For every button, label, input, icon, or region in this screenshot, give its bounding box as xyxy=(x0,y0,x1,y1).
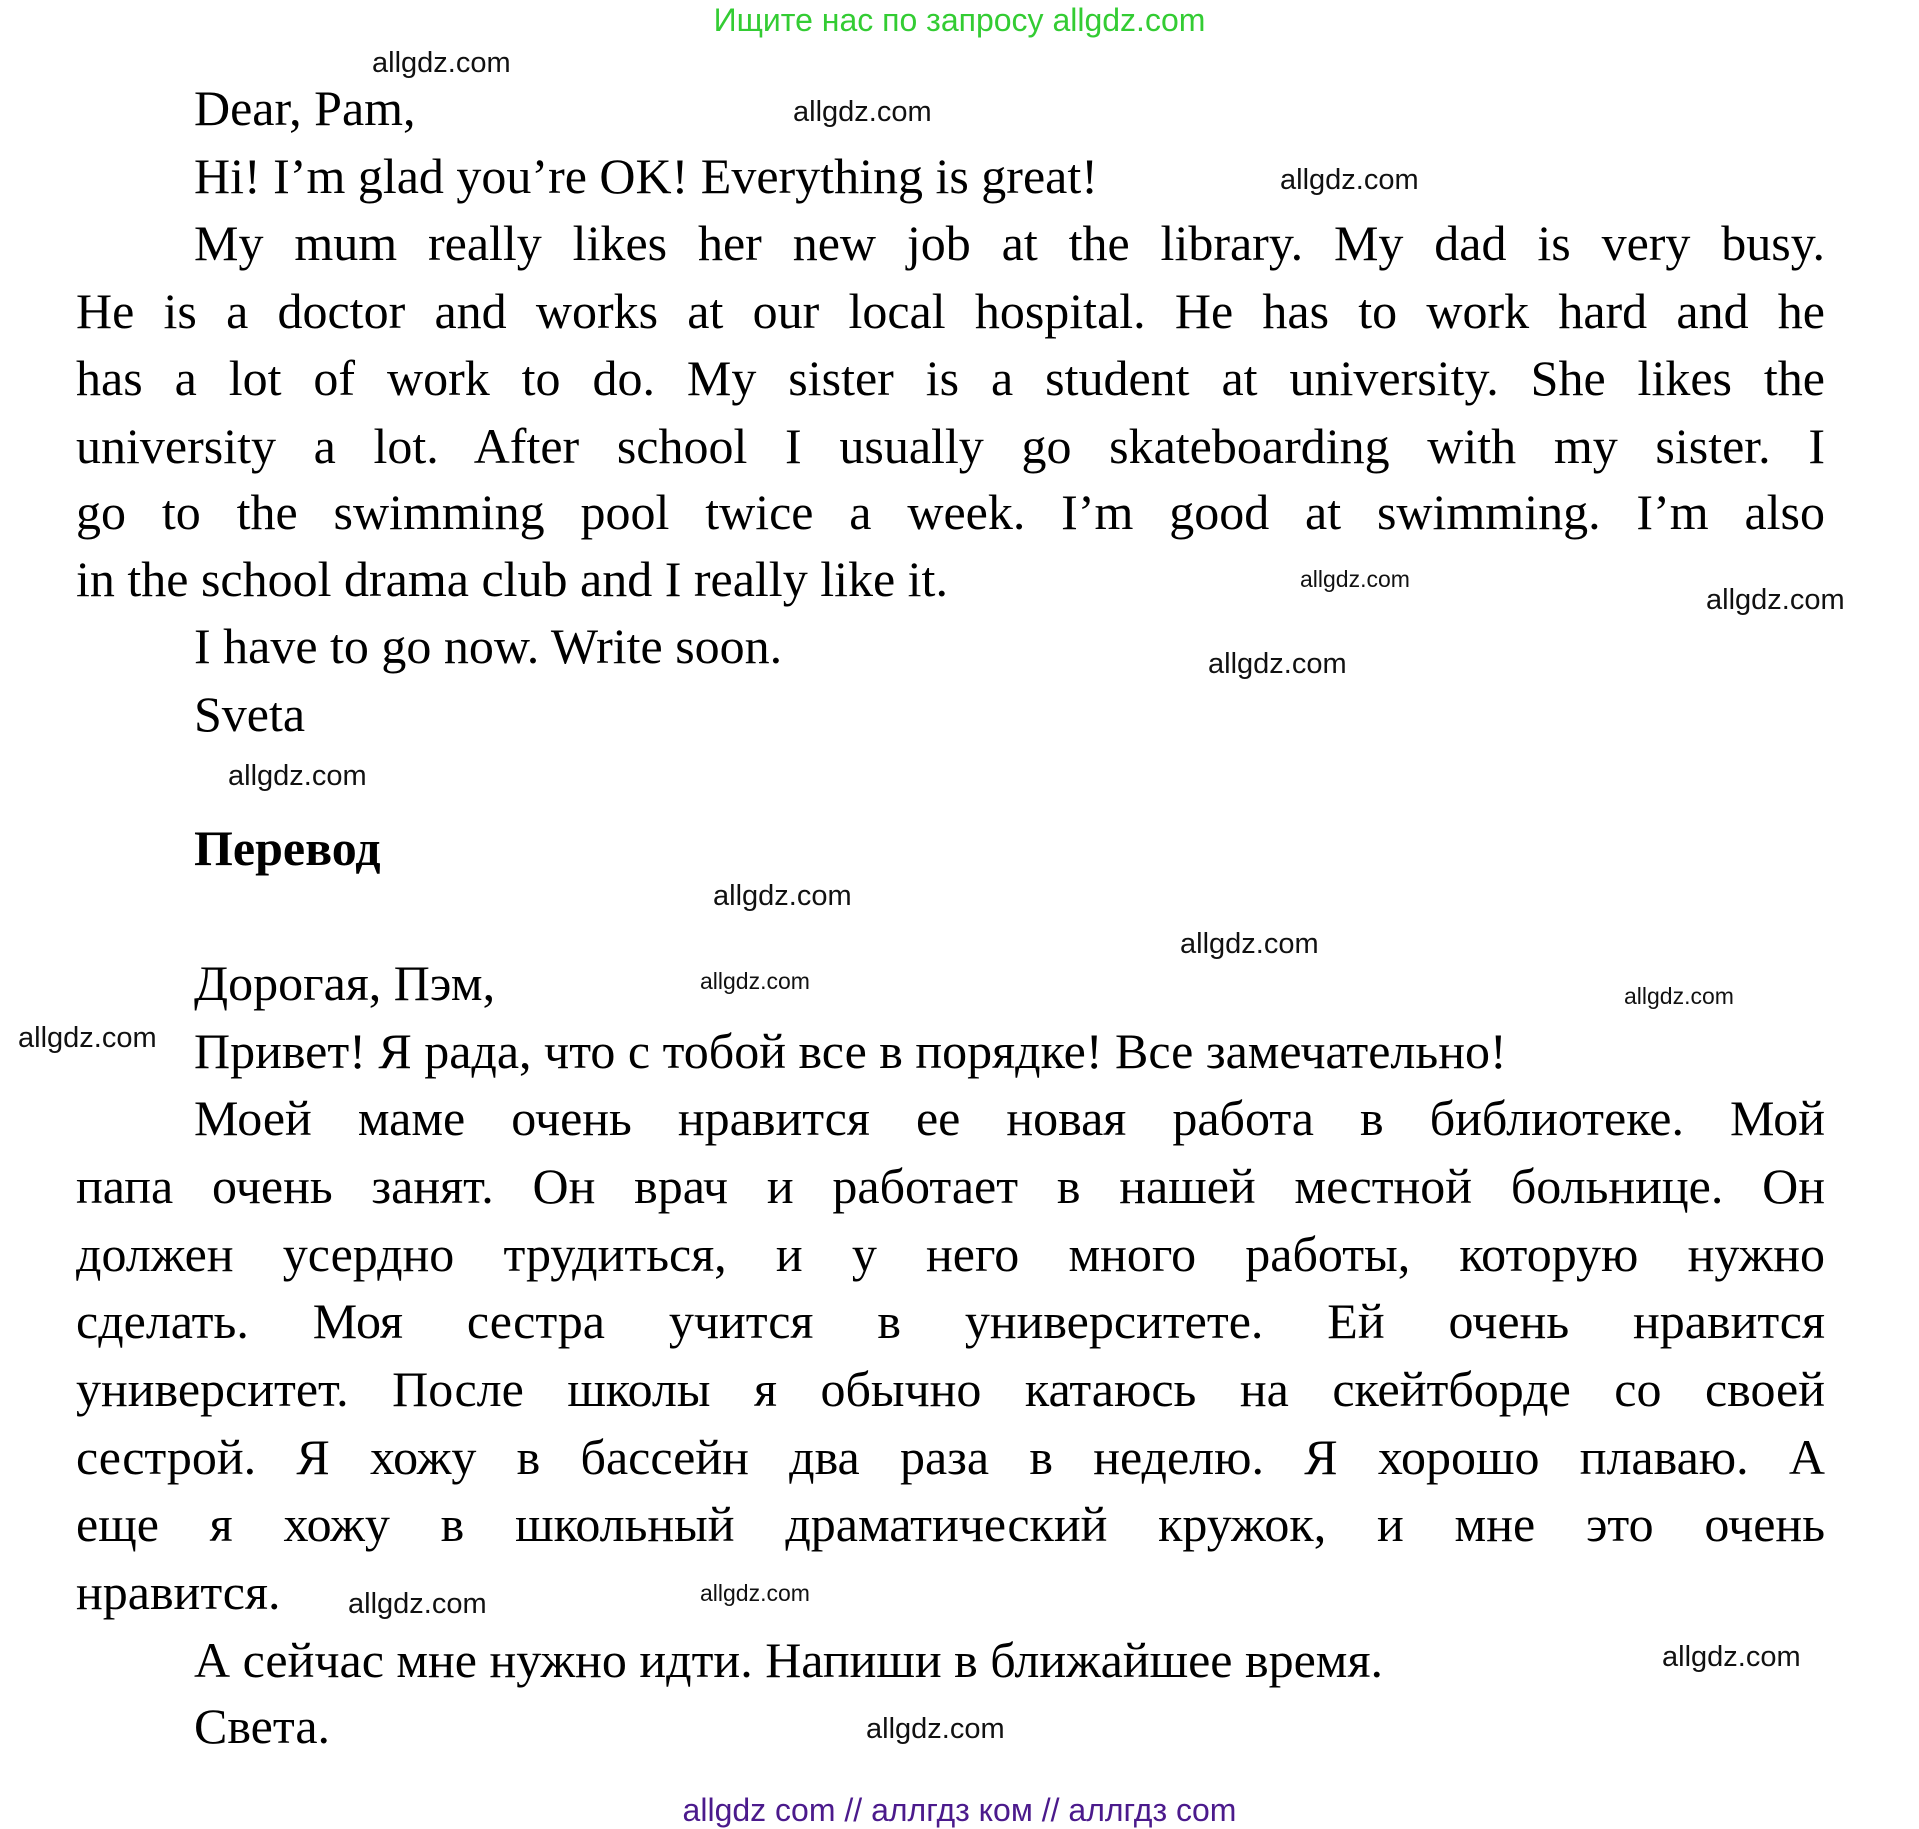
watermark: allgdz.com xyxy=(1208,648,1347,680)
paragraph-line-ru: должен усердно трудиться, и у него много работы, которую нужно xyxy=(76,1226,1825,1282)
line-en: Hi! I’m glad you’re OK! Everything is great! xyxy=(194,148,1098,204)
watermark: allgdz.com xyxy=(1180,928,1319,960)
closing-ru: А сейчас мне нужно идти. Напиши в ближайшее время. xyxy=(194,1632,1383,1688)
paragraph-line-ru: Моей маме очень нравится ее новая работа в библиотеке. Мой xyxy=(194,1090,1825,1146)
paragraph-line-ru: университет. После школы я обычно катаюсь на скейтборде со своей xyxy=(76,1361,1825,1417)
watermark: allgdz.com xyxy=(372,47,511,79)
paragraph-line-ru: еще я хожу в школьный драматический кружок, и мне это очень xyxy=(76,1496,1825,1552)
watermark: allgdz.com xyxy=(1624,983,1734,1009)
search-banner: Ищите нас по запросу allgdz.com xyxy=(713,2,1206,38)
paragraph-line-ru: нравится. xyxy=(76,1564,281,1620)
closing-en: I have to go now. Write soon. xyxy=(194,618,783,674)
watermark: allgdz.com xyxy=(793,96,932,128)
watermark: allgdz.com xyxy=(700,968,810,994)
paragraph-line-en: in the school drama club and I really like it. xyxy=(76,551,948,607)
paragraph-line-ru: сделать. Моя сестра учится в университете. Ей очень нравится xyxy=(76,1293,1825,1349)
watermark: allgdz.com xyxy=(1300,566,1410,592)
paragraph-line-en: He is a doctor and works at our local hospital. He has to work hard and he xyxy=(76,283,1825,339)
paragraph-line-en: My mum really likes her new job at the library. My dad is very busy. xyxy=(194,215,1825,271)
watermark: allgdz.com xyxy=(228,760,367,792)
watermark: allgdz.com xyxy=(348,1588,487,1620)
signature-en: Sveta xyxy=(194,686,306,742)
signature-ru: Света. xyxy=(194,1698,331,1754)
footer-links: allgdz com // аллгдз ком // аллгдз com xyxy=(682,1792,1237,1828)
translation-heading: Перевод xyxy=(194,820,381,876)
paragraph-line-ru: папа очень занят. Он врач и работает в нашей местной больнице. Он xyxy=(76,1158,1825,1214)
greeting-ru: Дорогая, Пэм, xyxy=(194,955,496,1011)
watermark: allgdz.com xyxy=(700,1580,810,1606)
paragraph-line-en: university a lot. After school I usually go skateboarding with my sister. I xyxy=(76,418,1825,474)
watermark: allgdz.com xyxy=(866,1713,1005,1745)
paragraph-line-en: go to the swimming pool twice a week. I’m good at swimming. I’m also xyxy=(76,484,1825,540)
watermark: allgdz.com xyxy=(1662,1641,1801,1673)
line-ru: Привет! Я рада, что с тобой все в порядке! Все замечательно! xyxy=(194,1023,1507,1079)
watermark: allgdz.com xyxy=(18,1022,157,1054)
greeting-en: Dear, Pam, xyxy=(194,80,416,136)
paragraph-line-ru: сестрой. Я хожу в бассейн два раза в неделю. Я хорошо плаваю. А xyxy=(76,1429,1825,1485)
watermark: allgdz.com xyxy=(1280,164,1419,196)
watermark: allgdz.com xyxy=(713,880,852,912)
watermark: allgdz.com xyxy=(1706,584,1845,616)
paragraph-line-en: has a lot of work to do. My sister is a student at university. She likes the xyxy=(76,350,1825,406)
